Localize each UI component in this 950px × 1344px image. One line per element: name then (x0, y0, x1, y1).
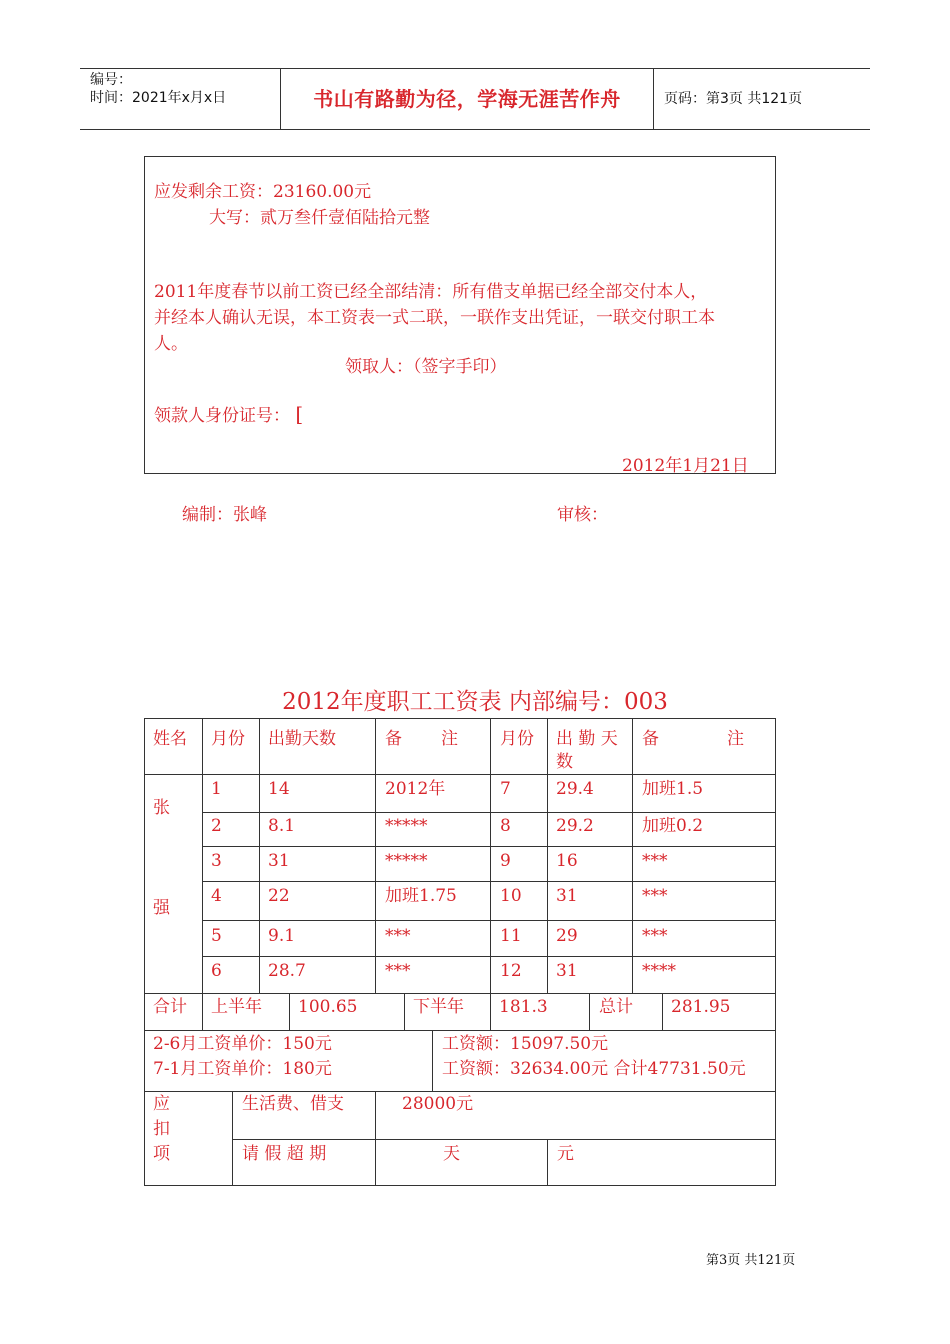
rule (145, 1030, 775, 1031)
id-line (154, 401, 303, 426)
remark-cell: *** (642, 886, 668, 906)
wage-rate-1: 2-6月工资单价：150元 (153, 1034, 332, 1054)
recipient-line: 领取人：（签字手印） (345, 357, 507, 377)
rule (589, 993, 590, 1030)
first-half-value: 100.65 (298, 997, 358, 1017)
month-cell: 1 (211, 779, 222, 799)
remark-cell: *** (385, 926, 411, 946)
attendance-cell: 8.1 (268, 816, 296, 836)
rule (432, 1030, 433, 1091)
rule (375, 719, 376, 993)
col-header-name: 姓名 (153, 729, 187, 749)
rule (547, 1139, 548, 1185)
header-page: 页码：第3页 共121页 (664, 91, 803, 107)
month-cell: 7 (500, 779, 511, 799)
compiled-by: 编制：张峰 (182, 505, 267, 525)
rule (232, 1139, 775, 1140)
wage-amount-1: 工资额：15097.50元 (442, 1034, 609, 1054)
capital-amount-line: 大写：贰万叁仟壹佰陆拾元整 (209, 208, 430, 228)
month-cell: 9 (500, 851, 511, 871)
wage-amount-2: 工资额：32634.00元 合计47731.50元 (442, 1059, 746, 1079)
col-header-month: 月份 (211, 729, 245, 749)
rule (632, 719, 633, 993)
amount-line: 应发剩余工资：23160.00元 (154, 182, 372, 202)
col-header-attendance-2b: 数 (556, 752, 573, 772)
attendance-cell: 22 (268, 886, 290, 906)
rule (232, 1091, 233, 1185)
attendance-cell: 31 (556, 886, 578, 906)
attendance-cell: 29.2 (556, 816, 594, 836)
rule (202, 719, 203, 993)
col-header-remark-a: 备 (385, 729, 402, 749)
yuan-unit: 元 (557, 1144, 574, 1164)
statement-line-1: 2011年度春节以前工资已经全部结清：所有借支单据已经全部交付本人， (154, 282, 708, 302)
grand-total-label: 总计 (599, 997, 633, 1017)
second-half-value: 181.3 (499, 997, 548, 1017)
col-header-month-2: 月份 (500, 729, 534, 749)
wage-rate-2: 7-1月工资单价：180元 (153, 1059, 332, 1079)
header-number: 编号： (90, 72, 132, 88)
remark-cell: ***** (385, 816, 428, 836)
rule (259, 719, 260, 993)
rule (202, 993, 203, 1030)
month-cell: 10 (500, 886, 522, 906)
rule (375, 1091, 376, 1185)
attendance-cell: 14 (268, 779, 290, 799)
attendance-cell: 29 (556, 926, 578, 946)
employee-name-char: 张 (153, 798, 170, 818)
id-mark: [ (295, 402, 304, 426)
col-header-remark-b: 注 (441, 729, 458, 749)
col-header-attendance: 出勤天数 (268, 729, 336, 749)
header-meta (80, 69, 281, 129)
remark-cell: 加班1.5 (642, 779, 704, 799)
page-footer: 第3页 共121页 (706, 1253, 796, 1268)
rule (404, 993, 405, 1030)
table-title: 2012年度职工工资表 内部编号：003 (282, 689, 668, 715)
grand-total-value: 281.95 (671, 997, 731, 1017)
remark-cell: 2012年 (385, 779, 446, 799)
attendance-cell: 29.4 (556, 779, 594, 799)
deductions-label-char: 应 (153, 1094, 170, 1114)
statement-line-2: 并经本人确认无误，本工资表一式二联，一联作支出凭证，一联交付职工本 (154, 308, 715, 328)
leave-overdue-label: 请 假 超 期 (242, 1144, 327, 1164)
col-header-remark-2a: 备 (642, 729, 659, 749)
reviewed-by: 审核： (557, 505, 608, 525)
month-cell: 12 (500, 961, 522, 981)
remark-cell: 加班1.75 (385, 886, 457, 906)
rule (145, 774, 775, 775)
rule (490, 719, 491, 993)
first-half-label: 上半年 (211, 997, 262, 1017)
days-unit: 天 (443, 1144, 460, 1164)
col-header-attendance-2a: 出 勤 天 (556, 729, 618, 749)
month-cell: 6 (211, 961, 222, 981)
living-expense-amount: 28000元 (402, 1094, 474, 1114)
rule (202, 812, 775, 813)
salary-table (144, 718, 776, 1186)
month-cell: 2 (211, 816, 222, 836)
id-label: 领款人身份证号： (154, 406, 290, 426)
receipt-box (144, 156, 776, 474)
remark-cell: 加班0.2 (642, 816, 704, 836)
second-half-label: 下半年 (413, 997, 464, 1017)
rule (202, 920, 775, 921)
rule (202, 956, 775, 957)
attendance-cell: 31 (556, 961, 578, 981)
living-expense-label: 生活费、借支 (242, 1094, 344, 1114)
rule (662, 993, 663, 1030)
attendance-cell: 31 (268, 851, 290, 871)
attendance-cell: 28.7 (268, 961, 306, 981)
rule (289, 993, 290, 1030)
header-time: 时间：2021年x月x日 (90, 90, 227, 106)
deductions-label-char: 项 (153, 1144, 170, 1164)
col-header-remark-2b: 注 (727, 729, 744, 749)
attendance-cell: 16 (556, 851, 578, 871)
employee-name-char: 强 (153, 898, 170, 918)
month-cell: 5 (211, 926, 222, 946)
month-cell: 11 (500, 926, 522, 946)
rule (145, 993, 775, 994)
rule (202, 846, 775, 847)
totals-label: 合计 (153, 997, 187, 1017)
remark-cell: **** (642, 961, 676, 981)
receipt-date: 2012年1月21日 (622, 456, 749, 476)
remark-cell: *** (385, 961, 411, 981)
rule (547, 719, 548, 993)
rule (490, 993, 491, 1030)
month-cell: 8 (500, 816, 511, 836)
remark-cell: *** (642, 851, 668, 871)
attendance-cell: 9.1 (268, 926, 296, 946)
month-cell: 4 (211, 886, 222, 906)
statement-line-3: 人。 (154, 334, 188, 354)
page-header (80, 68, 870, 130)
deductions-label-char: 扣 (153, 1119, 170, 1139)
rule (202, 881, 775, 882)
month-cell: 3 (211, 851, 222, 871)
remark-cell: ***** (385, 851, 428, 871)
header-motto: 书山有路勤为径，学海无涯苦作舟 (281, 69, 654, 129)
remark-cell: *** (642, 926, 668, 946)
